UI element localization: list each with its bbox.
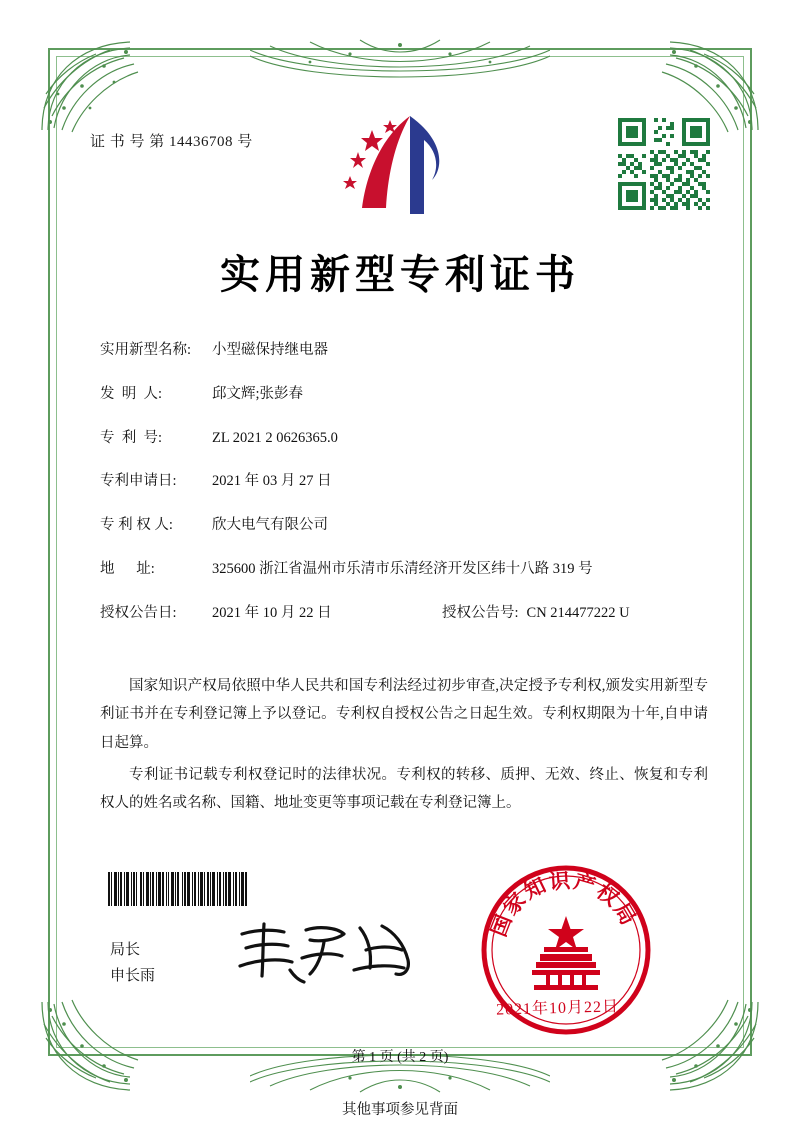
signature-block [110,938,155,989]
field-label: 地 址: [100,560,155,577]
svg-text:国家知识产权局: 国家知识产权局 [485,867,643,940]
field-value: 邱文辉;张彭春 [212,385,304,402]
field-label: 实用新型名称: [100,342,192,358]
field-row-grant-announcement [100,603,710,625]
paragraph-grant-statement: 国家知识产权局依照中华人民共和国专利法经过初步审查,决定授予专利权,颁发实用新型专利证书并在专利登记簿上予以登记。专利权自授权公告之日起生效。专利权期限为十年,自申请日起算。 [100,678,708,751]
qr-code [618,118,710,210]
field-label-grant-number: 授权公告号: [442,604,519,621]
field-value-grant-number: CN 214477222 U [526,604,630,621]
field-value: ZL 2021 2 0626365.0 [212,429,338,446]
field-label: 专 利 权 人: [100,517,173,533]
field-label-grant-date: 授权公告日: [100,604,177,621]
page-number: 第 1 页 (共 2 页) [351,1050,449,1065]
field-row-inventors [100,384,710,406]
cnipa-logo-icon [340,110,460,220]
handwritten-signature-icon [232,918,422,988]
page-title: 实用新型专利证书 [220,251,580,298]
field-label: 专利申请日: [100,473,177,490]
certificate-number: 证 书 号 第 14436708 号 [90,134,253,150]
field-value: 欣大电气有限公司 [212,517,328,533]
field-row-invention-name [100,340,710,362]
director-name: 申长雨 [110,967,156,984]
field-list [100,340,710,646]
edge-ornament-top [250,34,550,86]
field-label: 发 明 人: [100,385,163,402]
field-label: 专 利 号: [100,429,163,446]
field-value: 2021 年 03 月 27 日 [212,473,332,490]
legal-text [100,672,708,821]
field-value: 325600 浙江省温州市乐清市乐清经济开发区纬十八路 319 号 [212,560,593,577]
corner-ornament-top-left [38,38,158,134]
field-value: 小型磁保持继电器 [212,342,328,358]
field-row-address [100,559,710,581]
barcode [108,872,323,906]
paragraph-registry-statement: 专利证书记载专利权登记时的法律状况。专利权的转移、质押、无效、终止、恢复和专利权人的姓名或名称、国籍、地址变更等事项记载在专利登记簿上。 [100,766,708,812]
field-row-patent-number [100,428,710,450]
director-role-label: 局长 [110,942,141,958]
seal-date: 2021年10月22日 [495,998,620,1019]
field-row-application-date [100,471,710,493]
field-row-patentee [100,515,710,537]
field-value-grant-date: 2021 年 10 月 22 日 [212,604,332,621]
footer-note: 其他事项参见背面 [342,1102,458,1118]
